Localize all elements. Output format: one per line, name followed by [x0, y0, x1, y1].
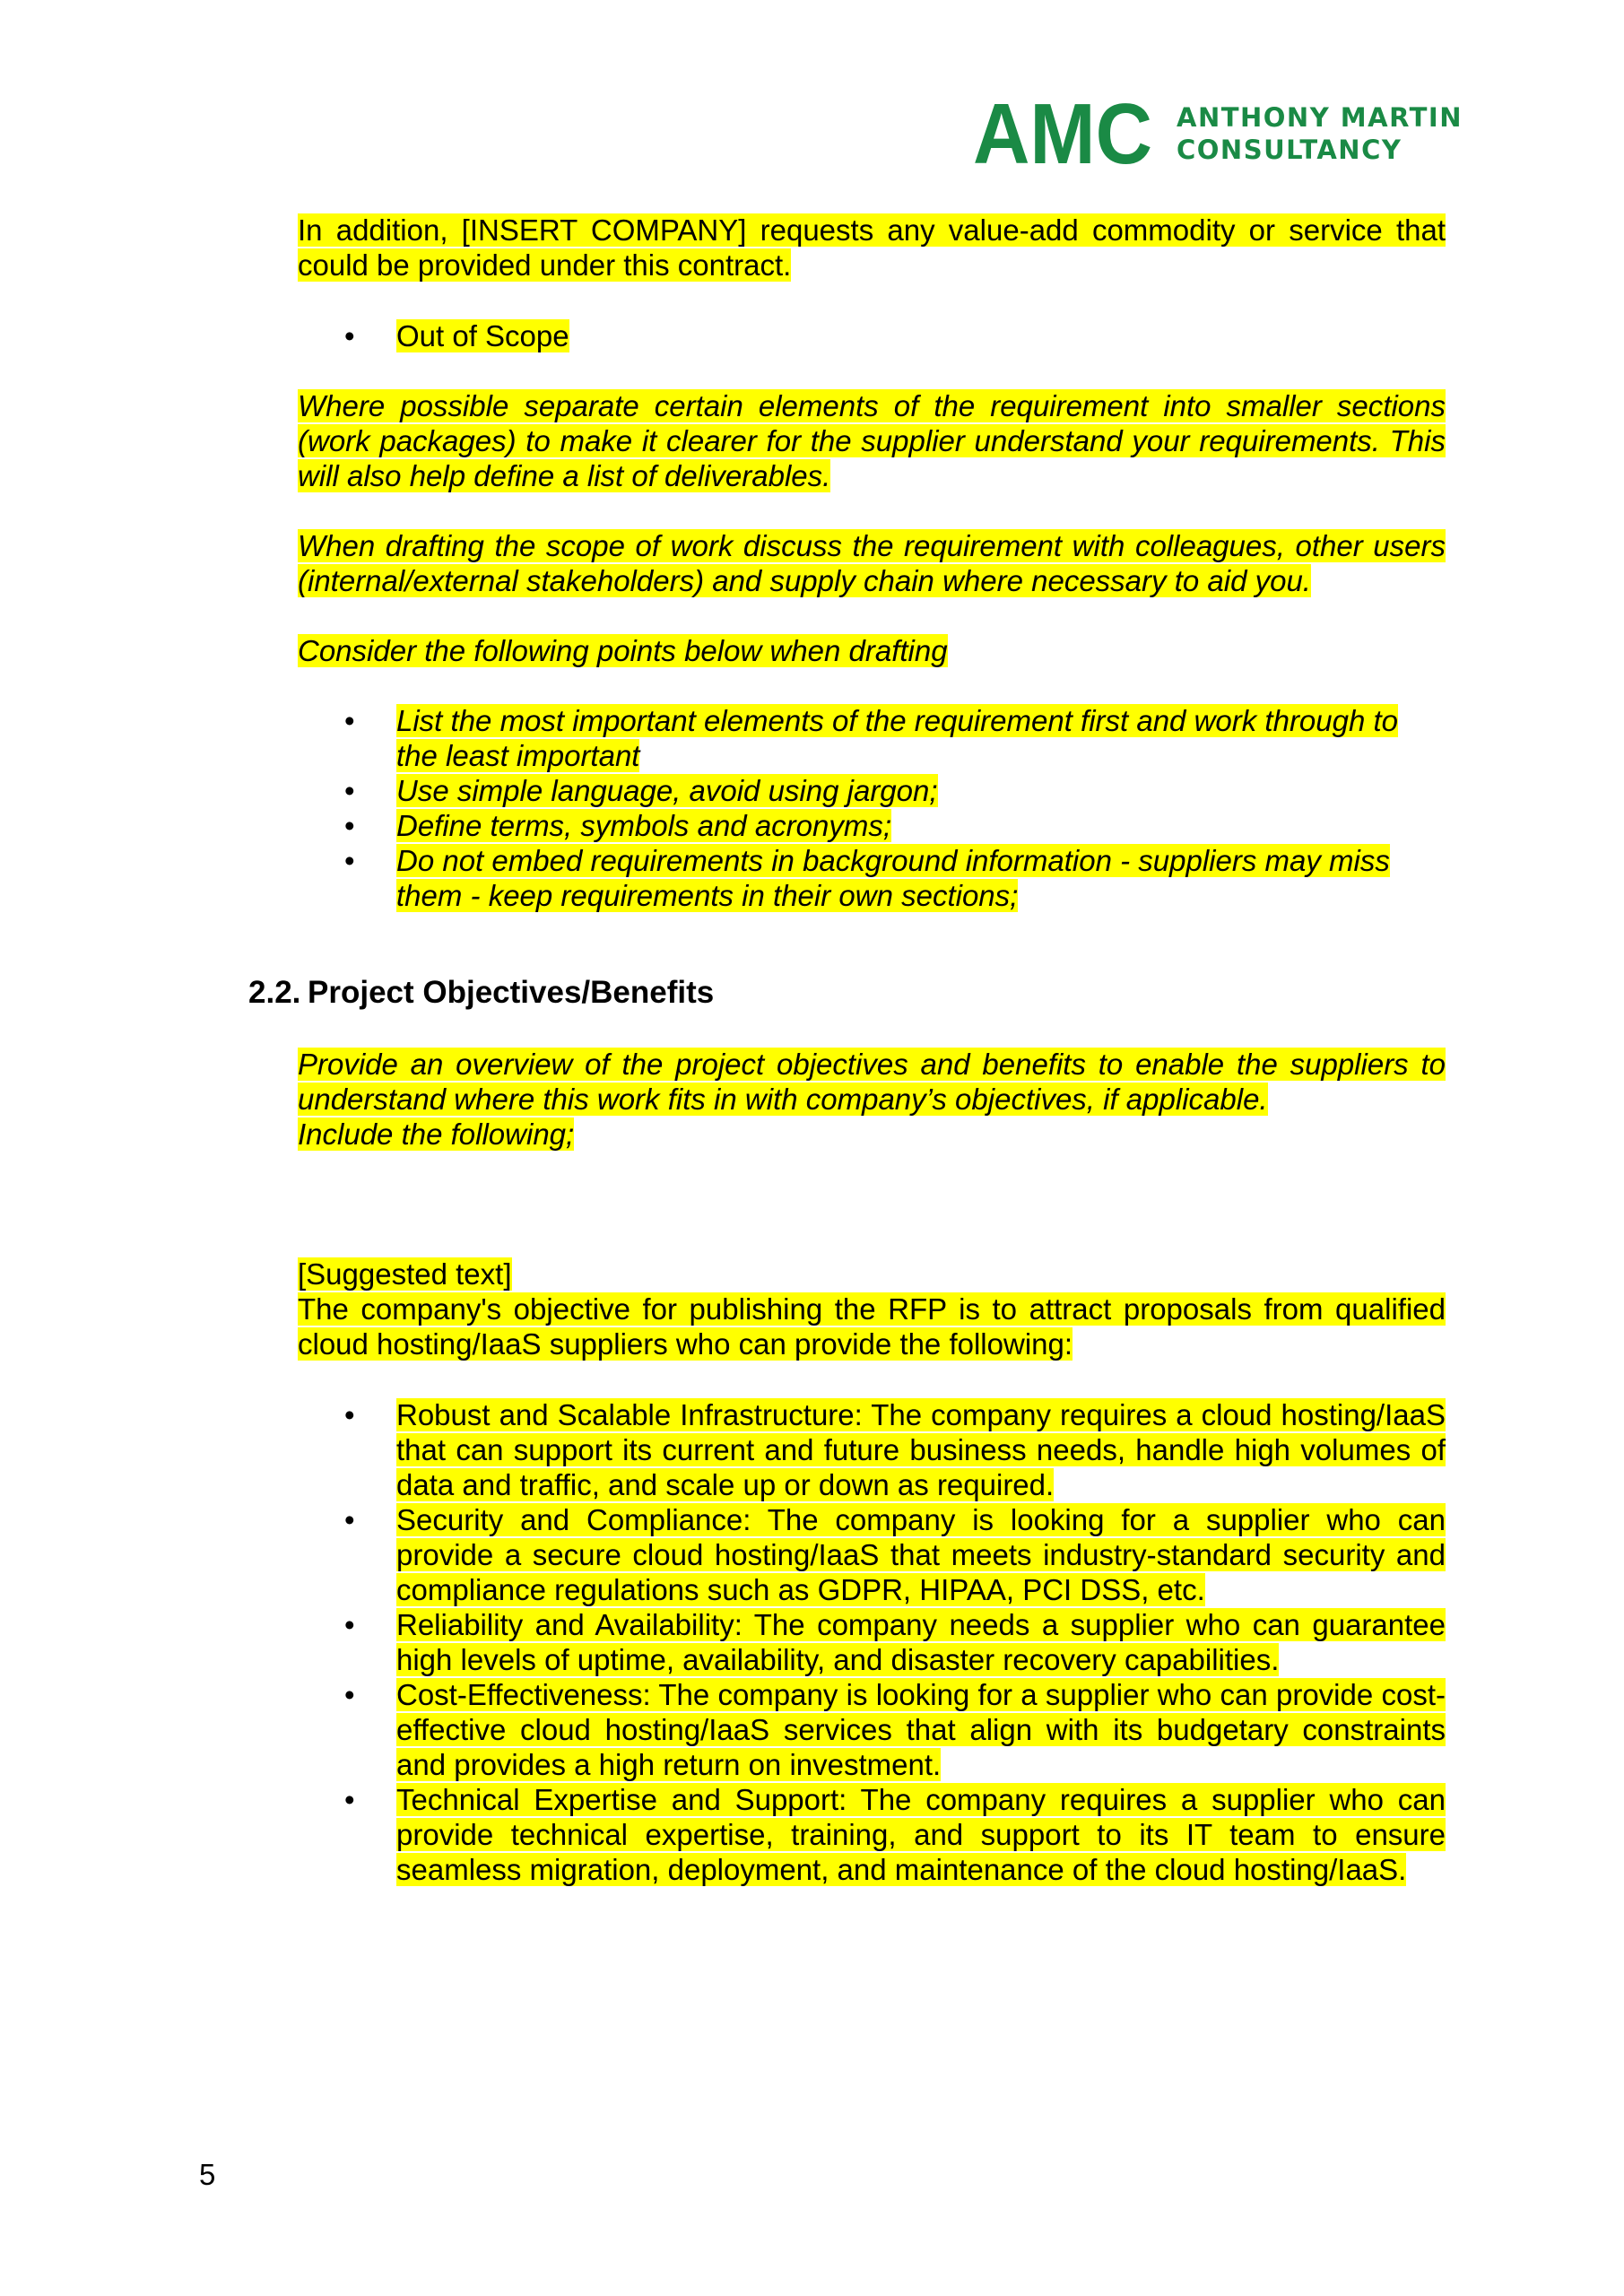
guidance-2-text: When drafting the scope of work discuss the requirement with colleagues, other users (internal/external stakeholders) and supply chain where necessary to aid you. [298, 529, 1446, 597]
list-item [298, 1607, 1446, 1677]
logo-line-2: CONSULTANCY [1177, 135, 1403, 165]
list-item [298, 703, 1428, 773]
list-item [298, 808, 1428, 843]
guidance-3-text: Consider the following points below when drafting [298, 634, 948, 667]
section-heading [248, 975, 714, 1011]
objectives-guidance-line-1: Provide an overview of the project objectives and benefits to enable the suppliers to understand where this work fits in with company’s objectives, if applicable. [298, 1048, 1446, 1116]
bullet-glyph: • [344, 1608, 355, 1641]
guidance-paragraph-3 [298, 633, 1446, 668]
guidance-1-text: Where possible separate certain elements of the requirement into smaller sections (work packages) to make it clearer for the supplier understand your requirements. This will also help define a list of deliverables. [298, 389, 1446, 492]
bullet-glyph: • [344, 704, 355, 737]
logo-mark-text: AMC [973, 97, 1152, 169]
company-logo [973, 97, 1463, 169]
guidance-paragraph-1 [298, 388, 1446, 493]
drafting-point-text: List the most important elements of the requirement first and work through to the least important [396, 704, 1399, 772]
intro-paragraph-text: In addition, [INSERT COMPANY] requests any value-add commodity or service that could be provided under this contract. [298, 213, 1446, 282]
objective-text: Cost-Effectiveness: The company is looking for a supplier who can provide cost-effective cloud hosting/IaaS services that align with its budgetary constraints and provides a high return on investment. [396, 1678, 1446, 1781]
drafting-point-text: Define terms, symbols and acronyms; [396, 809, 892, 842]
suggested-text-block [298, 1257, 1446, 1361]
intro-paragraph [298, 213, 1446, 283]
section-title: Project Objectives/Benefits [308, 975, 715, 1010]
list-item [298, 318, 1446, 353]
page-number: 5 [199, 2158, 216, 2191]
objective-text: Reliability and Availability: The company needs a supplier who can guarantee high levels of uptime, availability, and disaster recovery capabilities. [396, 1608, 1446, 1676]
objectives-list [298, 1397, 1446, 1887]
bullet-glyph: • [344, 774, 355, 807]
objective-text: Robust and Scalable Infrastructure: The company requires a cloud hosting/IaaS that can support its current and future business needs, handle high volumes of data and traffic, and scale up or down as required. [396, 1398, 1446, 1501]
list-item [298, 843, 1428, 913]
drafting-point-text: Do not embed requirements in background information - suppliers may miss them - keep requirements in their own sections; [396, 844, 1390, 912]
list-item [298, 1782, 1446, 1887]
bullet-glyph: • [344, 1398, 355, 1431]
objectives-guidance [298, 1047, 1446, 1152]
logo-line-1: ANTHONY MARTIN [1177, 102, 1463, 133]
bullet-glyph: • [344, 1783, 355, 1816]
bullet-glyph: • [344, 1503, 355, 1536]
out-of-scope-list [298, 318, 1446, 353]
bullet-glyph: • [344, 319, 355, 352]
suggested-intro: The company's objective for publishing the RFP is to attract proposals from qualified cloud hosting/IaaS suppliers who can provide the following: [298, 1292, 1446, 1361]
objective-text: Security and Compliance: The company is looking for a supplier who can provide a secure cloud hosting/IaaS that meets industry-standard security and compliance regulations such as GDPR, HIPAA, PCI DSS, etc. [396, 1503, 1446, 1606]
drafting-points-list [298, 703, 1428, 913]
bullet-glyph: • [344, 844, 355, 877]
amc-logo-mark [973, 97, 1152, 169]
list-item [298, 1502, 1446, 1607]
guidance-paragraph-2 [298, 528, 1446, 598]
bullet-glyph: • [344, 1678, 355, 1711]
list-item [298, 1397, 1446, 1502]
suggested-label: [Suggested text] [298, 1257, 512, 1291]
objectives-guidance-line-2: Include the following; [298, 1118, 575, 1151]
list-item [298, 773, 1428, 808]
bullet-glyph: • [344, 809, 355, 842]
list-item [298, 1677, 1446, 1782]
objective-text: Technical Expertise and Support: The company requires a supplier who can provide technical expertise, training, and support to its IT team to ensure seamless migration, deployment, and maintenance of the cloud hosting/IaaS. [396, 1783, 1446, 1886]
out-of-scope-bullet: Out of Scope [396, 319, 569, 352]
drafting-point-text: Use simple language, avoid using jargon; [396, 774, 938, 807]
section-number: 2.2. [248, 975, 301, 1010]
